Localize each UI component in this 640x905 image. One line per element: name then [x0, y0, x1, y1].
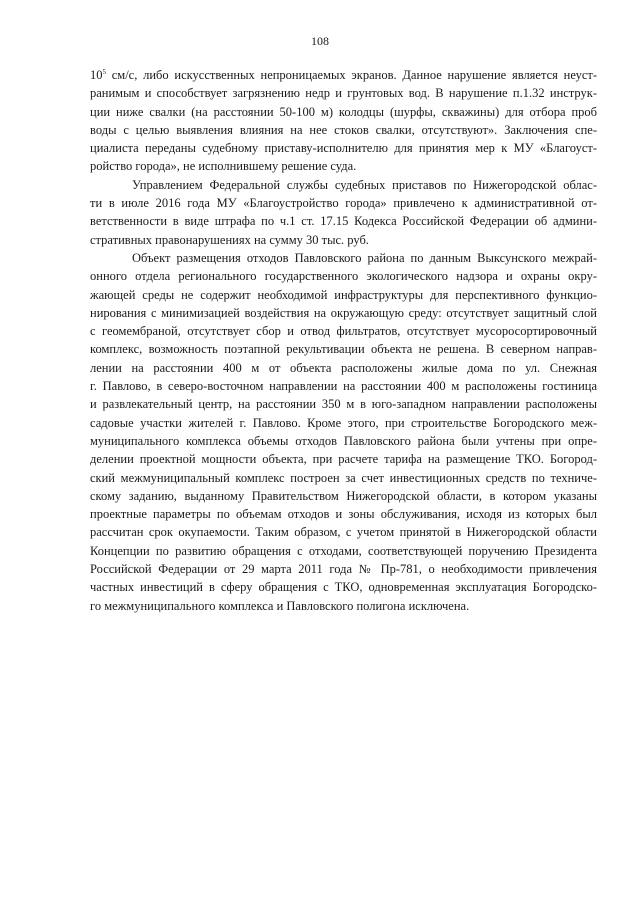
text-line: стративных правонарушениях на сумму 30 тыс. руб.: [90, 232, 369, 247]
text-line: ти в июле 2016 года МУ «Благоустройство города» привлечено к административной от-: [90, 196, 597, 211]
text-line: ройство города», не исполнившему решение суда.: [90, 159, 357, 174]
text-line: делении проектной мощности объекта, при расчете тарифа на размещение ТКО. Богород-: [90, 452, 597, 467]
text-line: го межмуниципального комплекса и Павловского полигона исключена.: [90, 598, 470, 613]
text-line: с геомембраной, отсутствует сбор и отвод фильтратов, отсутствует мусоросортировочный: [90, 324, 597, 339]
paragraph: [90, 176, 597, 249]
exponent-base: 10: [90, 68, 103, 82]
line-text: см/с, либо искусственных непроницаемых экранов. Данное нарушение является неуст-: [106, 68, 597, 82]
text-line: ветственности в виде штрафа по ч.1 ст. 17.15 Кодекса Российской Федерации об админи-: [90, 214, 597, 229]
text-line: [90, 66, 597, 84]
text-line: скому заданию, выданному Правительством Нижегородской области, в котором указаны: [90, 488, 597, 503]
text-line: проектные параметры по объемам отходов и зоны обслуживания, исходя из которых был: [90, 507, 597, 522]
exponent: 5: [102, 68, 106, 76]
body-text: [90, 66, 597, 615]
text-line: ранимым и способствует загрязнению недр и грунтовых вод. В нарушение п.1.32 инструк-: [90, 86, 597, 101]
text-line: г. Павлово, в северо-восточном направлении на расстоянии 400 м расположены гостиница: [90, 379, 597, 394]
text-line: нирования с минимизацией воздействия на окружающую среду: отсутствует защитный слой: [90, 305, 597, 320]
text-line: муниципального комплекса объемы отходов Павловского района были учтены при опре-: [90, 433, 597, 448]
text-line: воды с целью выявления влияния на нее стоков свалки, отсутствуют». Заключения спе-: [90, 122, 597, 137]
text-line: рассчитан срок окупаемости. Таким образом, с учетом принятой в Нижегородской области: [90, 525, 597, 540]
text-line: и развлекательный центр, на расстоянии 350 м в юго-западном направлении расположены: [90, 397, 597, 412]
page-number: 108: [311, 34, 329, 48]
text-line: Концепции по развитию обращения с отходами, соответствующей поручению Президента: [90, 543, 597, 558]
text-line: садовые участки жителей г. Павлово. Кроме этого, при строительстве Богородского меж-: [90, 415, 597, 430]
text-line: Объект размещения отходов Павловского района по данным Выксунского межрай-: [132, 250, 597, 265]
paragraph: [90, 249, 597, 615]
text-line: жающей среды не содержит необходимой инфраструктуры для перспективного функцио-: [90, 287, 597, 302]
text-line: лении на расстоянии 400 м от объекта расположены жилые дома по ул. Снежная: [90, 360, 597, 375]
text-line: ский межмуниципальный комплекс построен за счет инвестиционных средств по техниче-: [90, 470, 597, 485]
text-line: онного отдела регионального государственного экологического надзора и охраны окру-: [90, 269, 597, 284]
text-line: Управлением Федеральной службы судебных приставов по Нижегородской облас-: [132, 177, 597, 192]
text-line: циалиста переданы судебному приставу-исполнителю для принятия мер к МУ «Благоуст-: [90, 141, 597, 156]
paragraph: [90, 66, 597, 176]
text-line: ции ниже свалки (на расстоянии 50-100 м) колодцы (шурфы, скважины) для отбора проб: [90, 104, 597, 119]
text-line: комплекс, возможность поэтапной рекультивации объекта не решена. В северном направ-: [90, 342, 597, 357]
text-line: частных инвестиций в сферу обращения с ТКО, одновременная эксплуатация Богородско-: [90, 580, 597, 595]
text-line: Российской Федерации от 29 марта 2011 года № Пр-781, о необходимости привлечения: [90, 562, 597, 577]
